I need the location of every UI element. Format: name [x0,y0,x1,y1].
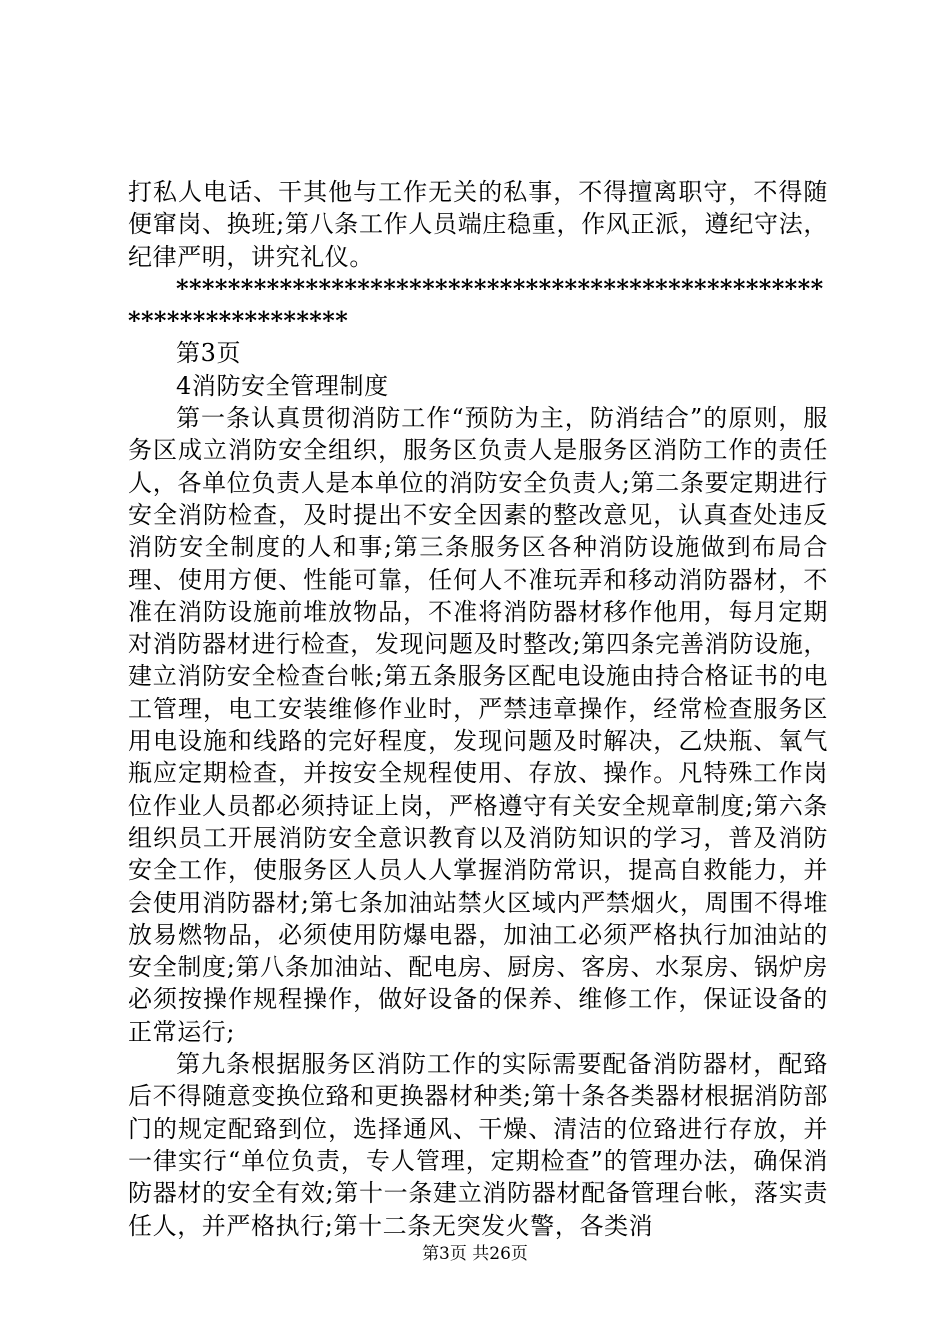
page-footer: 第3页 共26页 [422,1244,528,1264]
separator-line: ******************************************************************* [128,273,824,336]
continuation-paragraph: 打私人电话、干其他与工作无关的私事，不得擅离职守，不得随便窜岗、换班;第八条工作人员端庄稳重，作风正派，遵纪守法，纪律严明，讲究礼仪。 [128,178,828,271]
body-paragraph-2: 第九条根据服务区消防工作的实际需要配备消防器材，配臵后不得随意变换位臵和更换器材种类;第十条各类器材根据消防部门的规定配臵到位，选择通风、干燥、清洁的位臵进行存放，并一律实行“单位负责，专人管理，定期检查”的管理办法，确保消防器材的安全有效;第十一条建立消防器材配备管理台帐，落实责任人，并严格执行;第十二条无突发火警，各类消 [128,1050,828,1240]
page-marker: 第3页 [176,339,242,368]
body-paragraph-1: 第一条认真贯彻消防工作“预防为主，防消结合”的原则，服务区成立消防安全组织，服务区负责人是服务区消防工作的责任人，各单位负责人是本单位的消防安全负责人;第二条要定期进行安全消防检查，及时提出不安全因素的整改意见，认真查处违反消防安全制度的人和事;第三条服务区各种消防设施做到布局合理、使用方便、性能可靠，任何人不准玩弄和移动消防器材，不准在消防设施前堆放物品，不准将消防器材移作他用，每月定期对消防器材进行检查，发现问题及时整改;第四条完善消防设施，建立消防安全检查台帐;第五条服务区配电设施由持合格证书的电工管理，电工安装维修作业时，严禁违章操作，经常检查服务区用电设施和线路的完好程度，发现问题及时解决，乙炔瓶、氧气瓶应定期检查，并按安全规程使用、存放、操作。凡特殊工作岗位作业人员都必须持证上岗，严格遵守有关安全规章制度;第六条组织员工开展消防安全意识教育以及消防知识的学习，普及消防安全工作，使服务区人员人人掌握消防常识，提高自救能力，并会使用消防器材;第七条加油站禁火区域内严禁烟火，周围不得堆放易燃物品，必须使用防爆电器，加油工必须严格执行加油站的安全制度;第八条加油站、配电房、厨房、客房、水泵房、锅炉房必须按操作规程操作，做好设备的保养、维修工作，保证设备的正常运行; [128,404,828,1046]
document-body [128,176,828,1242]
section-title: 4消防安全管理制度 [176,371,389,400]
